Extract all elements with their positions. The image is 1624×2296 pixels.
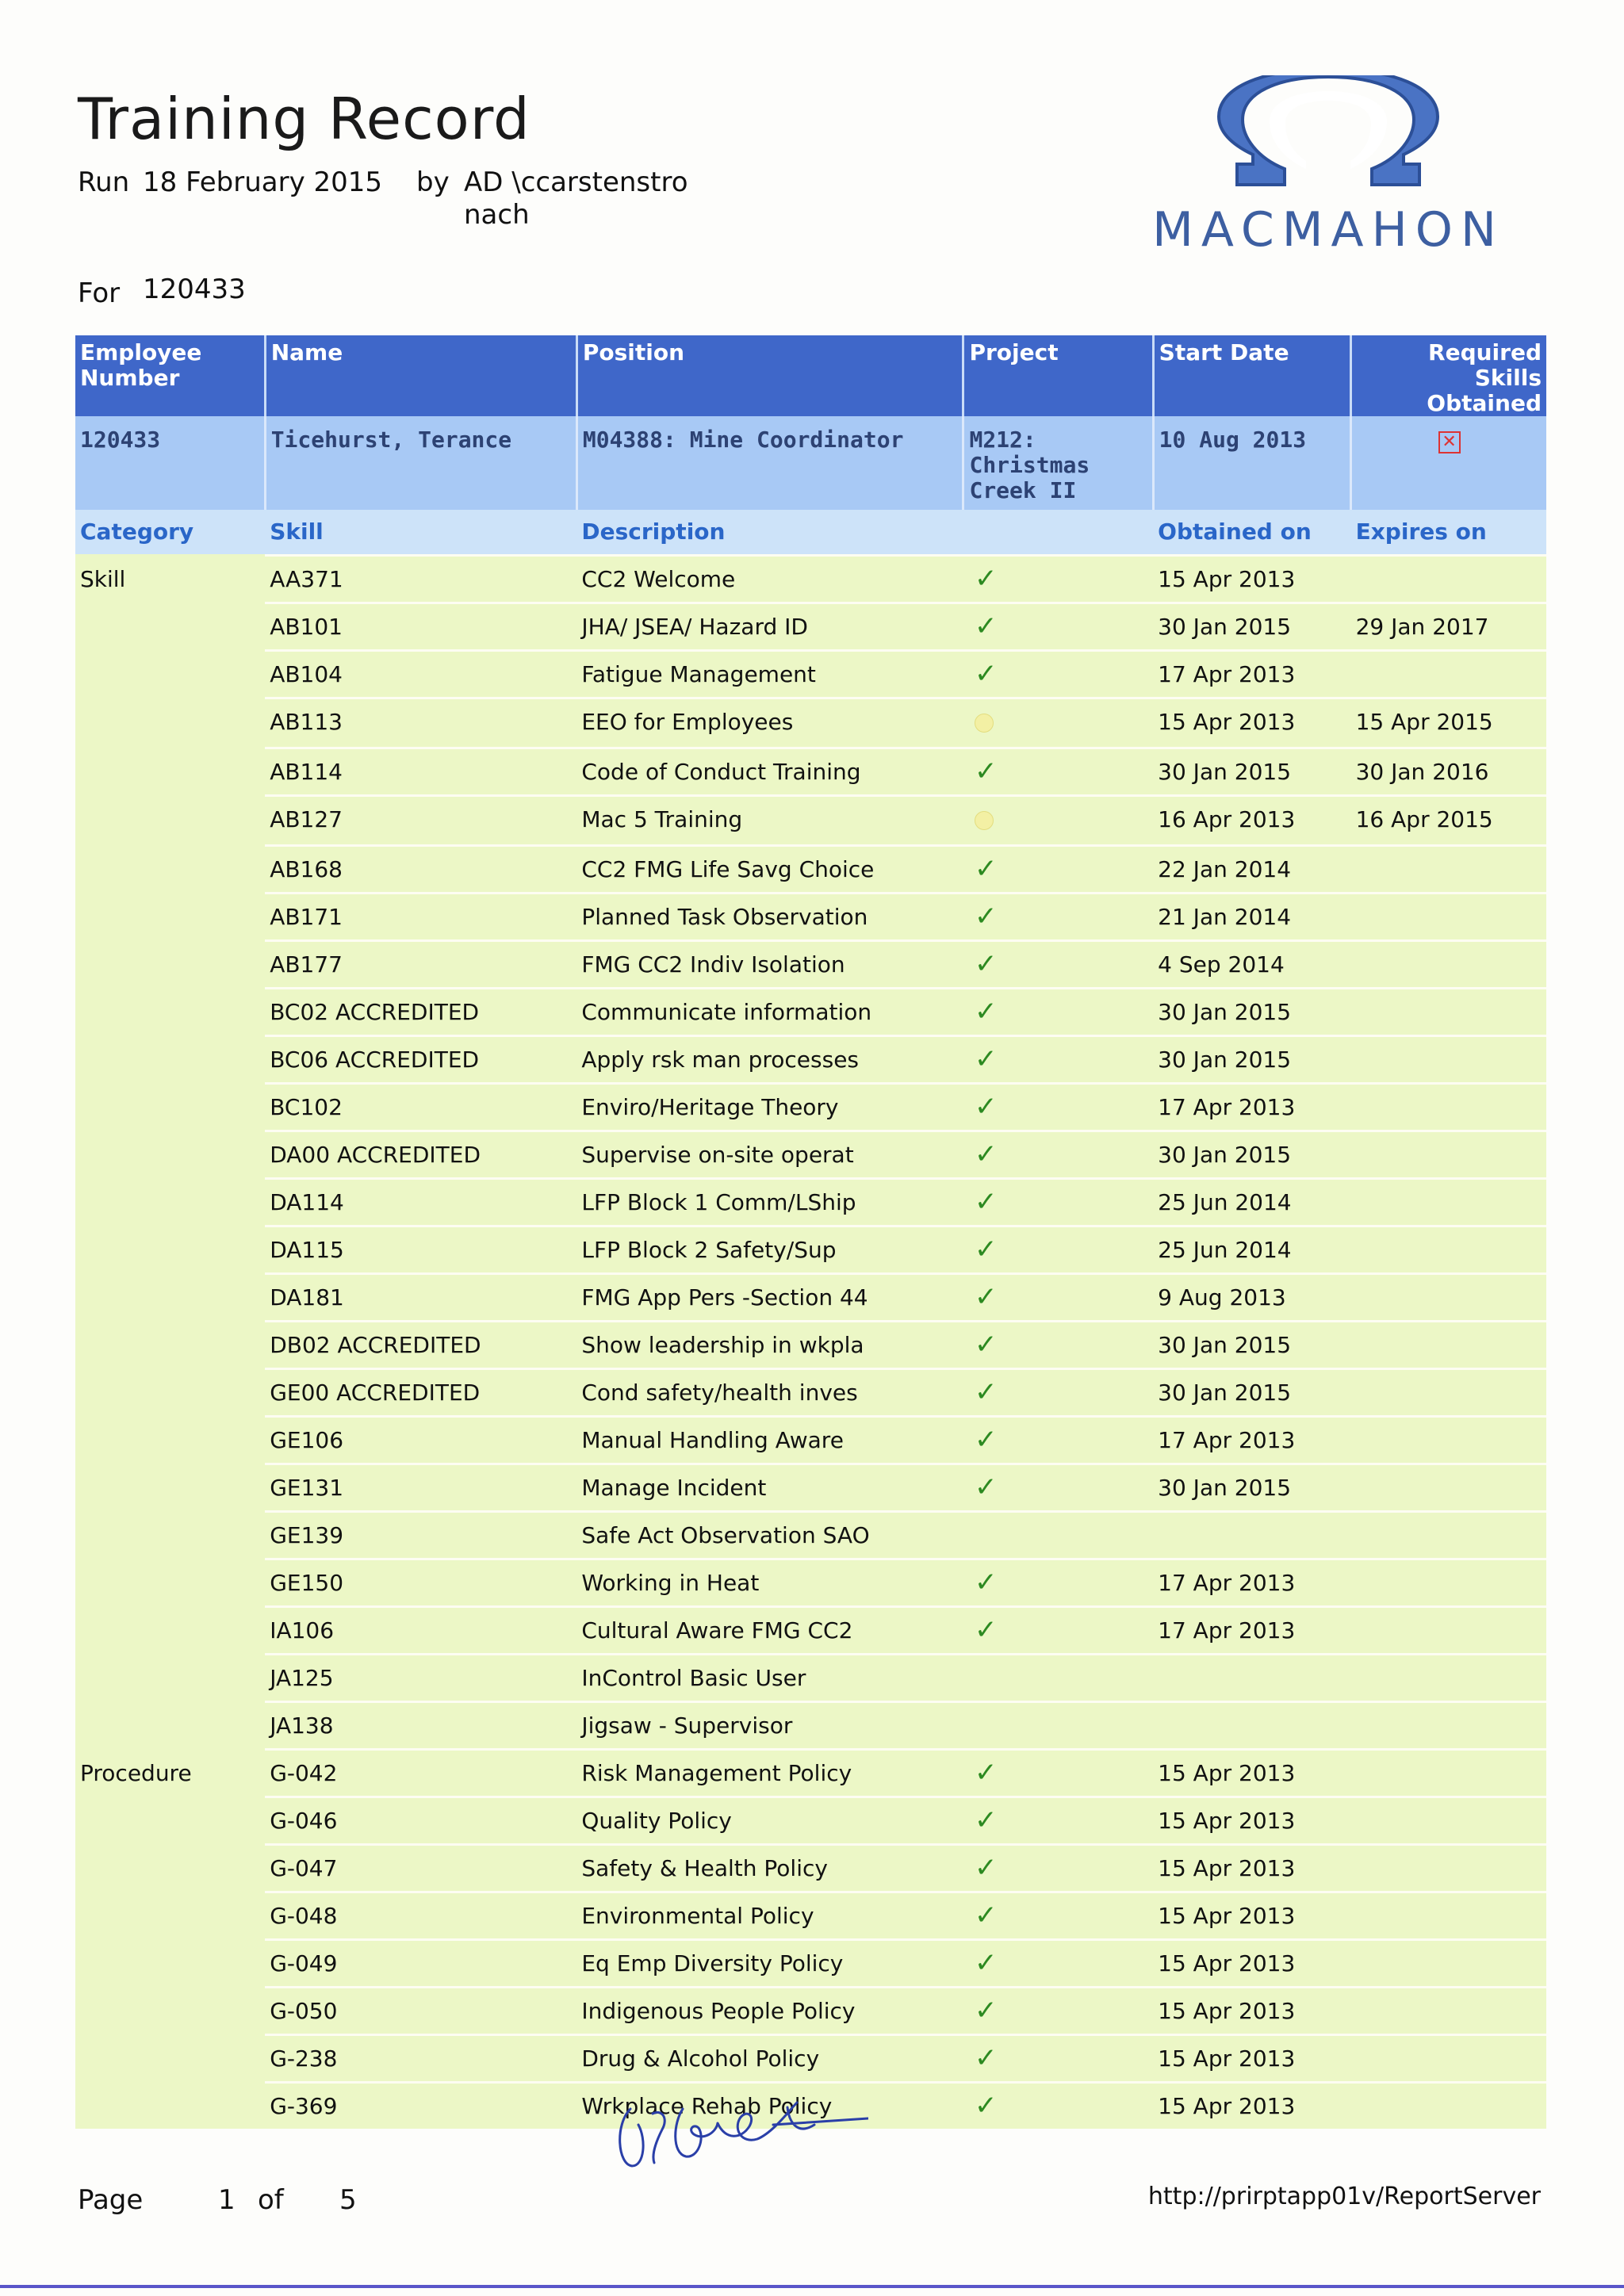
column-header: Required Skills Obtained	[1351, 335, 1546, 416]
row-obtained-on: 30 Jan 2015	[1153, 1322, 1350, 1369]
row-category	[75, 2083, 265, 2130]
training-table	[75, 335, 1546, 2129]
table-row	[75, 1036, 1546, 1084]
row-description: Wrkplace Rehab Policy	[576, 2083, 963, 2130]
pending-status-icon	[975, 714, 994, 733]
row-status: ✓	[963, 2035, 1153, 2083]
run-label: Run	[78, 166, 130, 198]
employee-project: M212: Christmas Creek II	[963, 416, 1153, 510]
table-row	[75, 796, 1546, 846]
row-skill: DA115	[265, 1226, 576, 1274]
table-row	[75, 1750, 1546, 1797]
row-expires-on: 15 Apr 2015	[1351, 698, 1546, 748]
row-expires-on	[1351, 651, 1546, 698]
column-header: Obtained on	[1153, 510, 1350, 556]
row-description: Planned Task Observation	[576, 894, 963, 941]
row-expires-on	[1351, 1655, 1546, 1702]
pending-status-icon	[975, 811, 994, 830]
row-skill: DA114	[265, 1179, 576, 1226]
row-status: ✓	[963, 1797, 1153, 1845]
column-header: Category	[75, 510, 265, 556]
for-label: For	[78, 277, 121, 309]
row-obtained-on: 9 Aug 2013	[1153, 1274, 1350, 1322]
row-category	[75, 796, 265, 846]
row-status: ✓	[963, 1892, 1153, 1940]
row-skill: DA181	[265, 1274, 576, 1322]
row-category	[75, 651, 265, 698]
row-expires-on	[1351, 1274, 1546, 1322]
table-row	[75, 1892, 1546, 1940]
row-status: ✓	[963, 1417, 1153, 1464]
row-category	[75, 748, 265, 796]
row-skill: AB177	[265, 941, 576, 989]
row-expires-on	[1351, 1322, 1546, 1369]
row-obtained-on: 15 Apr 2013	[1153, 1845, 1350, 1892]
row-category	[75, 894, 265, 941]
row-expires-on	[1351, 1988, 1546, 2035]
row-description: Safe Act Observation SAO	[576, 1512, 963, 1559]
company-logo	[1106, 75, 1550, 258]
row-expires-on	[1351, 1892, 1546, 1940]
row-category	[75, 989, 265, 1036]
row-category: Skill	[75, 556, 265, 603]
page-total: 5	[339, 2184, 357, 2216]
row-category	[75, 846, 265, 894]
scan-edge-line	[0, 2285, 1624, 2288]
row-category	[75, 1702, 265, 1750]
row-obtained-on: 15 Apr 2013	[1153, 698, 1350, 748]
table-row	[75, 1607, 1546, 1655]
row-skill: GE106	[265, 1417, 576, 1464]
row-description: Indigenous People Policy	[576, 1988, 963, 2035]
row-description: Safety & Health Policy	[576, 1845, 963, 1892]
row-status: ✓	[963, 1607, 1153, 1655]
row-expires-on	[1351, 2035, 1546, 2083]
row-expires-on	[1351, 1559, 1546, 1607]
table-row	[75, 698, 1546, 748]
row-obtained-on: 15 Apr 2013	[1153, 1797, 1350, 1845]
table-row	[75, 1179, 1546, 1226]
row-skill: AB104	[265, 651, 576, 698]
row-category	[75, 1559, 265, 1607]
table-row	[75, 651, 1546, 698]
row-status: ✓	[963, 1131, 1153, 1179]
row-category	[75, 1084, 265, 1131]
row-category	[75, 941, 265, 989]
row-expires-on	[1351, 1797, 1546, 1845]
row-expires-on	[1351, 556, 1546, 603]
page-title: Training Record	[78, 86, 530, 152]
row-category	[75, 1274, 265, 1322]
row-expires-on	[1351, 2083, 1546, 2130]
row-expires-on	[1351, 846, 1546, 894]
row-obtained-on: 15 Apr 2013	[1153, 556, 1350, 603]
row-skill: BC02 ACCREDITED	[265, 989, 576, 1036]
row-status: ✓	[963, 1750, 1153, 1797]
column-header: Position	[576, 335, 963, 416]
row-skill: AB171	[265, 894, 576, 941]
row-expires-on	[1351, 1702, 1546, 1750]
row-status: ✓	[963, 1940, 1153, 1988]
row-status: ✓	[963, 1988, 1153, 2035]
row-expires-on	[1351, 1940, 1546, 1988]
employee-start-date: 10 Aug 2013	[1153, 416, 1350, 510]
row-description: Drug & Alcohol Policy	[576, 2035, 963, 2083]
row-description: Manage Incident	[576, 1464, 963, 1512]
row-skill: G-047	[265, 1845, 576, 1892]
row-status: ✓	[963, 1179, 1153, 1226]
row-skill: G-049	[265, 1940, 576, 1988]
row-obtained-on: 25 Jun 2014	[1153, 1226, 1350, 1274]
row-expires-on	[1351, 1369, 1546, 1417]
row-skill: AA371	[265, 556, 576, 603]
page-label: Page	[78, 2184, 144, 2216]
row-skill: IA106	[265, 1607, 576, 1655]
row-category	[75, 1131, 265, 1179]
row-skill: DA00 ACCREDITED	[265, 1131, 576, 1179]
row-expires-on: 30 Jan 2016	[1351, 748, 1546, 796]
row-obtained-on: 4 Sep 2014	[1153, 941, 1350, 989]
row-description: Cultural Aware FMG CC2	[576, 1607, 963, 1655]
required-skills-obtained	[1351, 416, 1546, 510]
table-row	[75, 1845, 1546, 1892]
row-description: EEO for Employees	[576, 698, 963, 748]
row-skill: GE131	[265, 1464, 576, 1512]
omega-icon	[1106, 75, 1550, 202]
row-status: ✓	[963, 1369, 1153, 1417]
row-expires-on	[1351, 989, 1546, 1036]
row-description: Environmental Policy	[576, 1892, 963, 1940]
employee-name: Ticehurst, Terance	[265, 416, 576, 510]
row-category	[75, 1988, 265, 2035]
signature	[607, 2077, 868, 2180]
row-obtained-on: 30 Jan 2015	[1153, 1131, 1350, 1179]
row-description: FMG CC2 Indiv Isolation	[576, 941, 963, 989]
table-row	[75, 846, 1546, 894]
run-date: 18 February 2015	[143, 166, 383, 198]
row-obtained-on: 30 Jan 2015	[1153, 1464, 1350, 1512]
run-by-user: AD \ccarstenstronach	[464, 166, 688, 231]
table-row	[75, 1655, 1546, 1702]
row-expires-on	[1351, 1607, 1546, 1655]
row-skill: BC102	[265, 1084, 576, 1131]
for-value: 120433	[143, 274, 246, 305]
column-header: Skill	[265, 510, 576, 556]
table-row	[75, 1940, 1546, 1988]
row-skill: GE150	[265, 1559, 576, 1607]
employee-header-row	[75, 335, 1546, 416]
row-obtained-on: 21 Jan 2014	[1153, 894, 1350, 941]
row-skill: AB114	[265, 748, 576, 796]
row-skill: GE00 ACCREDITED	[265, 1369, 576, 1417]
row-status: ✓	[963, 1274, 1153, 1322]
row-skill: G-046	[265, 1797, 576, 1845]
table-row	[75, 1226, 1546, 1274]
table-row	[75, 1559, 1546, 1607]
row-expires-on	[1351, 1226, 1546, 1274]
row-description: Supervise on-site operat	[576, 1131, 963, 1179]
row-obtained-on: 16 Apr 2013	[1153, 796, 1350, 846]
row-category	[75, 1036, 265, 1084]
row-skill: JA138	[265, 1702, 576, 1750]
row-skill: AB113	[265, 698, 576, 748]
row-skill: G-238	[265, 2035, 576, 2083]
row-skill: G-042	[265, 1750, 576, 1797]
row-category	[75, 2035, 265, 2083]
row-status: ✓	[963, 989, 1153, 1036]
page-number: 1	[218, 2184, 236, 2216]
row-description: Show leadership in wkpla	[576, 1322, 963, 1369]
row-expires-on	[1351, 1036, 1546, 1084]
row-obtained-on	[1153, 1512, 1350, 1559]
table-row	[75, 1512, 1546, 1559]
row-description: Risk Management Policy	[576, 1750, 963, 1797]
row-category	[75, 1226, 265, 1274]
row-status: ✓	[963, 1322, 1153, 1369]
row-status: ✓	[963, 1226, 1153, 1274]
row-category	[75, 1369, 265, 1417]
table-row	[75, 1988, 1546, 2035]
row-skill: DB02 ACCREDITED	[265, 1322, 576, 1369]
row-obtained-on: 17 Apr 2013	[1153, 651, 1350, 698]
by-label: by	[416, 166, 450, 198]
row-description: LFP Block 2 Safety/Sup	[576, 1226, 963, 1274]
table-row	[75, 989, 1546, 1036]
column-header: Description	[576, 510, 963, 556]
row-skill: GE139	[265, 1512, 576, 1559]
row-expires-on	[1351, 1845, 1546, 1892]
row-obtained-on	[1153, 1702, 1350, 1750]
row-description: CC2 Welcome	[576, 556, 963, 603]
row-description: Apply rsk man processes	[576, 1036, 963, 1084]
row-description: Jigsaw - Supervisor	[576, 1702, 963, 1750]
row-expires-on	[1351, 1464, 1546, 1512]
row-obtained-on: 15 Apr 2013	[1153, 1988, 1350, 2035]
row-expires-on	[1351, 941, 1546, 989]
row-obtained-on: 15 Apr 2013	[1153, 1892, 1350, 1940]
row-skill: AB127	[265, 796, 576, 846]
row-expires-on	[1351, 1512, 1546, 1559]
row-obtained-on: 17 Apr 2013	[1153, 1084, 1350, 1131]
table-row	[75, 556, 1546, 603]
report-server-url: http://prirptapp01v/ReportServer	[1147, 2183, 1541, 2210]
row-status	[963, 1512, 1153, 1559]
row-obtained-on: 30 Jan 2015	[1153, 1036, 1350, 1084]
row-obtained-on: 15 Apr 2013	[1153, 1940, 1350, 1988]
row-category: Procedure	[75, 1750, 265, 1797]
row-obtained-on: 15 Apr 2013	[1153, 1750, 1350, 1797]
employee-number: 120433	[75, 416, 265, 510]
row-obtained-on	[1153, 1655, 1350, 1702]
column-header: Expires on	[1351, 510, 1546, 556]
row-skill: G-369	[265, 2083, 576, 2130]
row-status: ✓	[963, 1559, 1153, 1607]
row-status	[963, 796, 1153, 846]
row-category	[75, 1797, 265, 1845]
skills-header-row	[75, 510, 1546, 556]
table-row	[75, 941, 1546, 989]
row-status	[963, 1702, 1153, 1750]
row-status: ✓	[963, 1084, 1153, 1131]
column-header: Project	[963, 335, 1153, 416]
row-expires-on	[1351, 1179, 1546, 1226]
column-header: Employee Number	[75, 335, 265, 416]
row-status: ✓	[963, 846, 1153, 894]
row-skill: G-050	[265, 1988, 576, 2035]
row-expires-on	[1351, 1750, 1546, 1797]
table-row	[75, 1274, 1546, 1322]
row-obtained-on: 30 Jan 2015	[1153, 748, 1350, 796]
table-row	[75, 2035, 1546, 2083]
row-skill: BC06 ACCREDITED	[265, 1036, 576, 1084]
row-obtained-on: 15 Apr 2013	[1153, 2083, 1350, 2130]
row-description: Manual Handling Aware	[576, 1417, 963, 1464]
row-status	[963, 698, 1153, 748]
row-description: Code of Conduct Training	[576, 748, 963, 796]
row-expires-on	[1351, 1131, 1546, 1179]
row-category	[75, 1845, 265, 1892]
row-category	[75, 1607, 265, 1655]
table-row	[75, 1131, 1546, 1179]
red-x-icon: ✕	[1438, 431, 1461, 453]
row-expires-on	[1351, 1417, 1546, 1464]
row-description: LFP Block 1 Comm/LShip	[576, 1179, 963, 1226]
row-category	[75, 603, 265, 651]
row-obtained-on: 22 Jan 2014	[1153, 846, 1350, 894]
employee-row	[75, 416, 1546, 510]
table-row	[75, 1797, 1546, 1845]
row-description: Quality Policy	[576, 1797, 963, 1845]
column-header: Name	[265, 335, 576, 416]
row-category	[75, 1322, 265, 1369]
row-obtained-on: 17 Apr 2013	[1153, 1607, 1350, 1655]
row-skill: G-048	[265, 1892, 576, 1940]
row-obtained-on: 30 Jan 2015	[1153, 603, 1350, 651]
row-category	[75, 1417, 265, 1464]
row-description: Working in Heat	[576, 1559, 963, 1607]
row-category	[75, 1512, 265, 1559]
row-skill: AB101	[265, 603, 576, 651]
row-expires-on: 29 Jan 2017	[1351, 603, 1546, 651]
row-expires-on	[1351, 894, 1546, 941]
column-header	[963, 510, 1153, 556]
row-skill: JA125	[265, 1655, 576, 1702]
row-expires-on	[1351, 1084, 1546, 1131]
row-category	[75, 1464, 265, 1512]
row-status: ✓	[963, 748, 1153, 796]
row-status: ✓	[963, 2083, 1153, 2130]
table-row	[75, 748, 1546, 796]
table-row	[75, 1369, 1546, 1417]
page-of-label: of	[258, 2184, 284, 2216]
row-description: Communicate information	[576, 989, 963, 1036]
row-obtained-on: 25 Jun 2014	[1153, 1179, 1350, 1226]
row-obtained-on: 17 Apr 2013	[1153, 1559, 1350, 1607]
table-row	[75, 603, 1546, 651]
row-status: ✓	[963, 894, 1153, 941]
row-status: ✓	[963, 1464, 1153, 1512]
row-description: FMG App Pers -Section 44	[576, 1274, 963, 1322]
row-description: Cond safety/health inves	[576, 1369, 963, 1417]
row-category	[75, 1179, 265, 1226]
row-obtained-on: 30 Jan 2015	[1153, 989, 1350, 1036]
row-status: ✓	[963, 651, 1153, 698]
row-skill: AB168	[265, 846, 576, 894]
row-status: ✓	[963, 941, 1153, 989]
row-status	[963, 1655, 1153, 1702]
row-description: CC2 FMG Life Savg Choice	[576, 846, 963, 894]
employee-position: M04388: Mine Coordinator	[576, 416, 963, 510]
row-description: Fatigue Management	[576, 651, 963, 698]
row-status: ✓	[963, 1845, 1153, 1892]
row-category	[75, 1655, 265, 1702]
row-category	[75, 698, 265, 748]
row-description: InControl Basic User	[576, 1655, 963, 1702]
table-row	[75, 1417, 1546, 1464]
row-status: ✓	[963, 556, 1153, 603]
table-row	[75, 1464, 1546, 1512]
table-row	[75, 1702, 1546, 1750]
row-status: ✓	[963, 603, 1153, 651]
table-row	[75, 1322, 1546, 1369]
row-status: ✓	[963, 1036, 1153, 1084]
row-obtained-on: 15 Apr 2013	[1153, 2035, 1350, 2083]
row-description: JHA/ JSEA/ Hazard ID	[576, 603, 963, 651]
row-obtained-on: 30 Jan 2015	[1153, 1369, 1350, 1417]
row-obtained-on: 17 Apr 2013	[1153, 1417, 1350, 1464]
table-row	[75, 1084, 1546, 1131]
logo-wordmark: MACMAHON	[1152, 202, 1504, 258]
row-description: Enviro/Heritage Theory	[576, 1084, 963, 1131]
column-header: Start Date	[1153, 335, 1350, 416]
row-description: Eq Emp Diversity Policy	[576, 1940, 963, 1988]
row-description: Mac 5 Training	[576, 796, 963, 846]
table-row	[75, 894, 1546, 941]
row-category	[75, 1940, 265, 1988]
row-category	[75, 1892, 265, 1940]
row-expires-on: 16 Apr 2015	[1351, 796, 1546, 846]
